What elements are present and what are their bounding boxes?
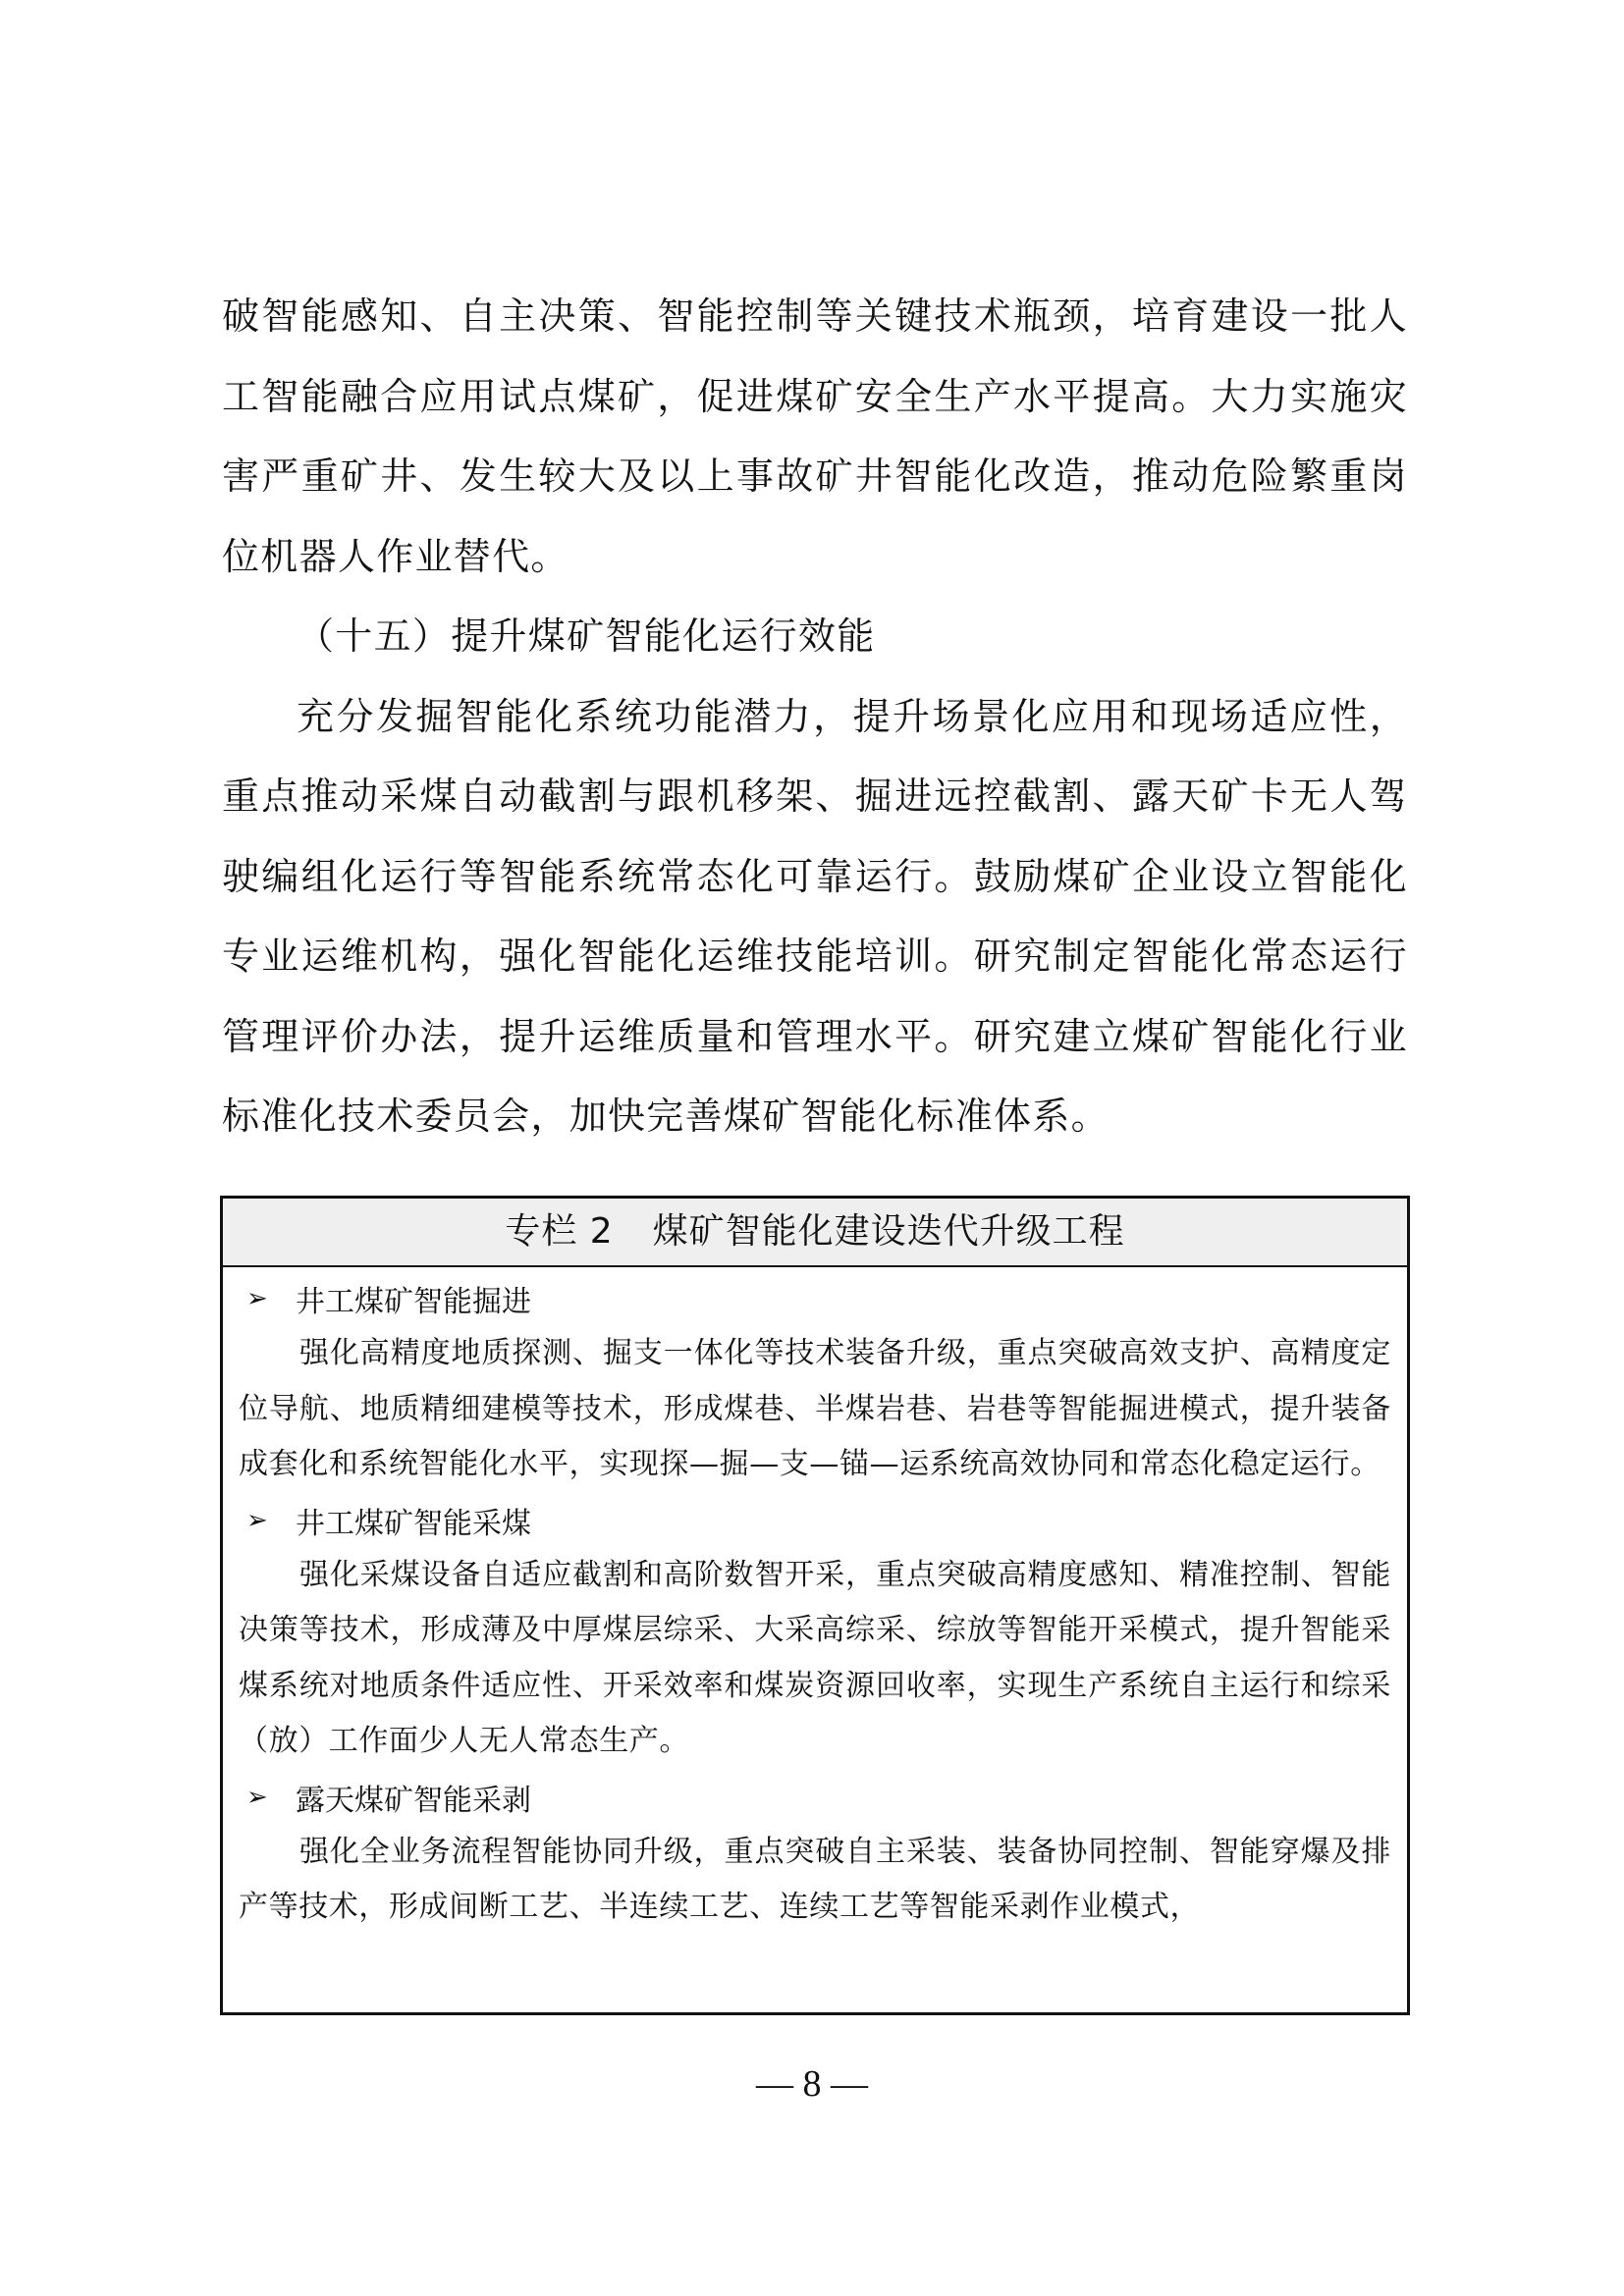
page-number: — 8 — xyxy=(756,2063,868,2105)
paragraph-continued: 破智能感知、自主决策、智能控制等关键技术瓶颈，培育建设一批人工智能融合应用试点煤矿，促进煤矿安全生产水平提高。大力实施灾害严重矿井、发生较大及以上事故矿井智能化改造，推动危险繁重岗位机器人作业替代。 xyxy=(222,294,1408,578)
item-heading-text: 井工煤矿智能掘进 xyxy=(296,1285,531,1319)
item-text: 强化采煤设备自适应截割和高阶数智开采，重点突破高精度感知、精准控制、智能决策等技术，形成薄及中厚煤层综采、大采高综采、综放等智能开采模式，提升智能采煤系统对地质条件适应性、开采效率和煤炭资源回收率，实现生产系统自主运行和综采（放）工作面少人无人常态生产。 xyxy=(239,1557,1391,1758)
box-body xyxy=(223,1267,1407,1936)
box-title-text: 煤矿智能化建设迭代升级工程 xyxy=(652,1211,1125,1252)
column-box xyxy=(220,1196,1410,2015)
arrow-bullet-icon: ➢ xyxy=(246,1505,268,1535)
body-text xyxy=(222,277,1408,1157)
item-text: 强化高精度地质探测、掘支一体化等技术装备升级，重点突破高效支护、高精度定位导航、地质精细建模等技术，形成煤巷、半煤岩巷、岩巷等智能掘进模式，提升装备成套化和系统智能化水平，实现探—掘—支—锚—运系统高效协同和常态化稳定运行。 xyxy=(239,1336,1391,1481)
box-label: 专栏 2 xyxy=(505,1211,614,1252)
item-heading xyxy=(239,1770,1391,1825)
box-item xyxy=(239,1493,1391,1770)
item-text: 强化全业务流程智能协同升级，重点突破自主采装、装备协同控制、智能穿爆及排产等技术，形成间断工艺、半连续工艺、连续工艺等智能采剥作业模式， xyxy=(239,1834,1391,1924)
item-heading xyxy=(239,1271,1391,1326)
arrow-bullet-icon: ➢ xyxy=(246,1284,268,1313)
box-item xyxy=(239,1271,1391,1493)
box-title xyxy=(223,1199,1407,1267)
item-heading-text: 露天煤矿智能采剥 xyxy=(296,1783,531,1818)
box-item xyxy=(239,1770,1391,1936)
item-heading xyxy=(239,1493,1391,1548)
paragraph: 充分发掘智能化系统功能潜力，提升场景化应用和现场适应性，重点推动采煤自动截割与跟机移架、掘进远控截割、露天矿卡无人驾驶编组化运行等智能系统常态化可靠运行。鼓励煤矿企业设立智能化专业运维机构，强化智能化运维技能培训。研究制定智能化常态运行管理评价办法，提升运维质量和管理水平。研究建立煤矿智能化行业标准化技术委员会，加快完善煤矿智能化标准体系。 xyxy=(222,694,1408,1138)
arrow-bullet-icon: ➢ xyxy=(246,1782,268,1812)
section-heading: （十五）提升煤矿智能化运行效能 xyxy=(297,614,876,658)
item-heading-text: 井工煤矿智能采煤 xyxy=(296,1506,531,1541)
